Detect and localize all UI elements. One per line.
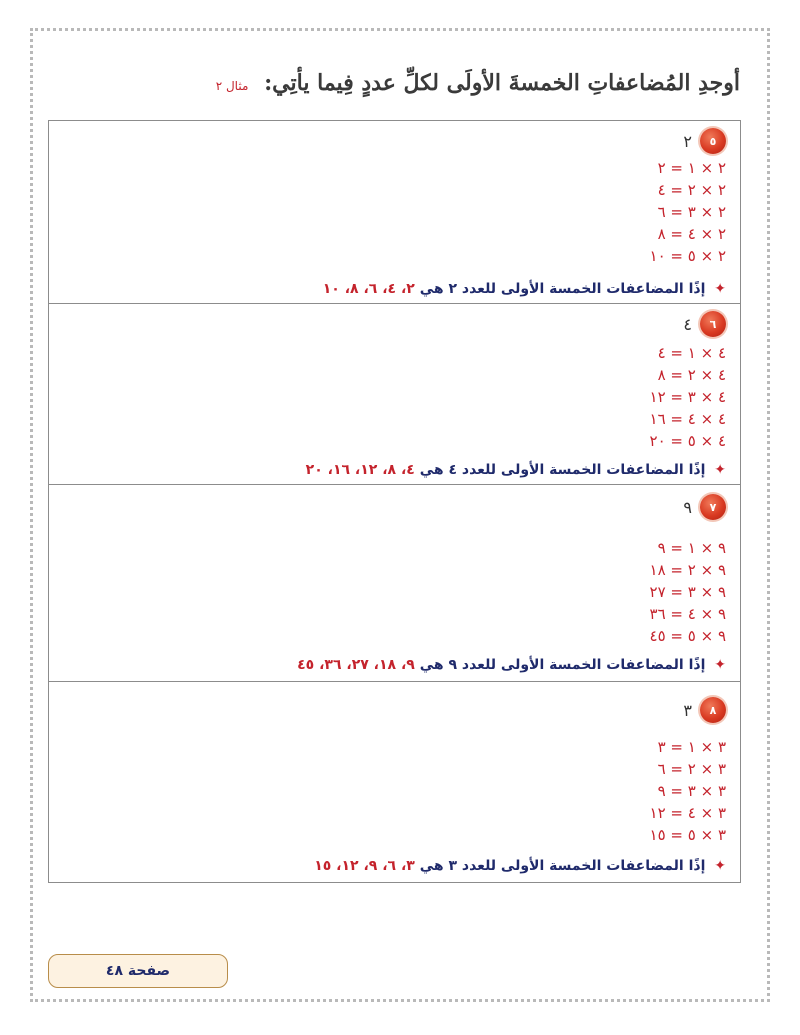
equation-list xyxy=(650,157,726,267)
page-number-label: صفحة ٤٨ xyxy=(105,963,171,979)
problem-panel-8 xyxy=(48,681,741,883)
problem-header xyxy=(683,127,726,155)
problem-panel-6 xyxy=(48,303,741,485)
conclusion-values: ٩، ١٨، ٢٧، ٣٦، ٤٥ xyxy=(297,657,415,673)
problem-panel-7 xyxy=(48,484,741,682)
problem-number-badge: ٧ xyxy=(700,494,726,520)
conclusion xyxy=(314,856,726,876)
equation: ٤ × ٥ = ٢٠ xyxy=(649,432,726,450)
equation: ٢ × ٣ = ٦ xyxy=(657,203,726,221)
equation: ٣ × ٢ = ٦ xyxy=(657,760,726,778)
equation: ٤ × ١ = ٤ xyxy=(657,344,726,362)
conclusion-text: إذًا المضاعفات الخمسة الأولى للعدد ٤ هي xyxy=(419,462,706,478)
equation: ٣ × ٤ = ١٢ xyxy=(649,804,726,822)
equation: ٤ × ٢ = ٨ xyxy=(657,366,726,384)
equation: ٩ × ١ = ٩ xyxy=(657,539,726,557)
conclusion-values: ٤، ٨، ١٢، ١٦، ٢٠ xyxy=(305,462,415,478)
star-icon: ✦ xyxy=(714,858,726,874)
conclusion-text: إذًا المضاعفات الخمسة الأولى للعدد ٢ هي xyxy=(419,281,706,297)
equation: ٤ × ٣ = ١٢ xyxy=(649,388,726,406)
conclusion-text: إذًا المضاعفات الخمسة الأولى للعدد ٩ هي xyxy=(419,657,706,673)
equation: ٩ × ٢ = ١٨ xyxy=(649,561,726,579)
conclusion-values: ٢، ٤، ٦، ٨، ١٠ xyxy=(322,281,415,297)
conclusion xyxy=(306,460,726,480)
equation-list xyxy=(650,736,726,846)
problem-header xyxy=(683,493,726,521)
conclusion-text: إذًا المضاعفات الخمسة الأولى للعدد ٣ هي xyxy=(419,858,706,874)
problem-number-badge: ٨ xyxy=(700,697,726,723)
star-icon: ✦ xyxy=(714,657,726,673)
star-icon: ✦ xyxy=(714,462,726,478)
problem-panel-5 xyxy=(48,120,741,304)
title-text: أوجدِ المُضاعفاتِ الخمسةَ الأولَى لكلِّ عددٍ فِيما يأتِي: xyxy=(264,70,740,96)
problem-number-badge: ٦ xyxy=(700,311,726,337)
equation-list xyxy=(650,342,726,452)
equation-list xyxy=(650,537,726,647)
equation: ٤ × ٤ = ١٦ xyxy=(649,410,726,428)
problem-header xyxy=(683,696,726,724)
equation: ٢ × ١ = ٢ xyxy=(657,159,726,177)
equation: ٩ × ٣ = ٢٧ xyxy=(649,583,726,601)
conclusion xyxy=(323,279,726,299)
page-number-tab xyxy=(48,954,228,988)
equation: ٩ × ٤ = ٣٦ xyxy=(649,605,726,623)
problem-number: ٤ xyxy=(683,314,692,334)
problem-number-badge: ٥ xyxy=(700,128,726,154)
problem-number: ٣ xyxy=(683,700,692,720)
problem-number: ٩ xyxy=(683,497,692,517)
problem-number: ٢ xyxy=(683,131,692,151)
equation: ٩ × ٥ = ٤٥ xyxy=(649,627,726,645)
conclusion-values: ٣، ٦، ٩، ١٢، ١٥ xyxy=(314,858,415,874)
equation: ٣ × ٣ = ٩ xyxy=(657,782,726,800)
equation: ٢ × ٤ = ٨ xyxy=(657,225,726,243)
conclusion xyxy=(297,655,726,675)
page-title xyxy=(48,70,740,106)
problem-header xyxy=(683,310,726,338)
equation: ٣ × ١ = ٣ xyxy=(657,738,726,756)
equation: ٣ × ٥ = ١٥ xyxy=(649,826,726,844)
equation: ٢ × ٥ = ١٠ xyxy=(649,247,726,265)
example-reference: مثال ٢ xyxy=(215,79,249,93)
equation: ٢ × ٢ = ٤ xyxy=(657,181,726,199)
star-icon: ✦ xyxy=(714,281,726,297)
